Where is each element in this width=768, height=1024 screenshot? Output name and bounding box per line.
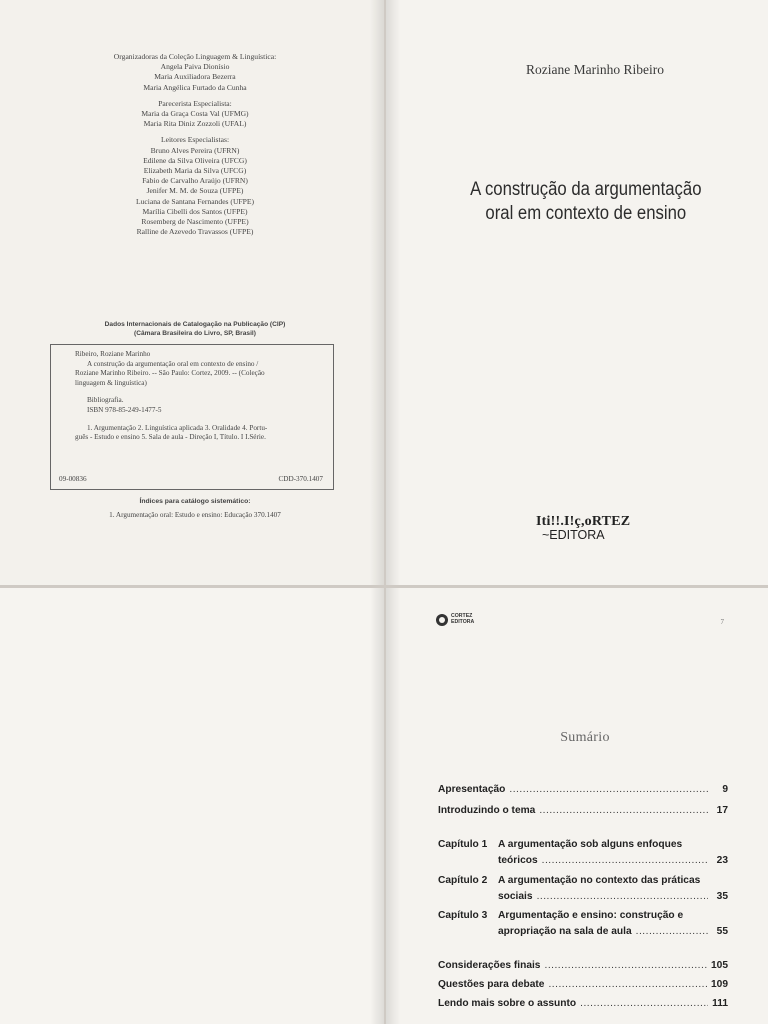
credits-page — [0, 0, 384, 585]
cortez-logo — [436, 614, 474, 626]
toc-entry-page: 55 — [716, 926, 728, 937]
toc-entry-label: Considerações finais — [438, 960, 541, 971]
toc-entry-page: 23 — [716, 855, 728, 866]
logo-text: CORTEZ — [451, 613, 473, 620]
toc-entry — [438, 979, 728, 995]
logo-text: EDITORA — [451, 619, 475, 625]
cip-cdd-code: CDD-370.1407 — [278, 475, 323, 484]
index-heading: Índices para catálogo sistemático: — [139, 498, 251, 505]
readers-heading: Leitores Especialistas: — [160, 135, 230, 145]
reviewers-heading: Parecerista Especialista: — [158, 98, 232, 108]
reader-name: Jenifer M. M. de Souza (UFPE) — [146, 186, 244, 196]
toc-chapter-number: Capítulo 3 — [438, 910, 488, 921]
reader-name: Ralline de Azevedo Travassos (UFPE) — [136, 227, 254, 237]
cip-subjects: 1. Argumentação 2. Linguística aplicada 3. Oralidade 4. Portu- — [87, 423, 268, 432]
index-line: 1. Argumentação oral: Estudo e ensino: Educação 370.1407 — [109, 511, 281, 519]
toc-entry-label: A argumentação no contexto das práticas — [498, 875, 701, 886]
toc-entry — [438, 910, 728, 942]
book-title — [409, 178, 745, 226]
cip-subjects: guês - Estudo e ensino 5. Sala de aula - Direção I, Título. I I.Série. — [75, 433, 266, 442]
toc-entry — [438, 805, 728, 821]
cip-heading-line: (Câmara Brasileira do Livro, SP, Brasil) — [134, 330, 256, 337]
book-author: Roziane Marinho Ribeiro — [526, 62, 664, 77]
toc-entry-label: Apresentação — [438, 784, 506, 795]
toc-entry-page: 111 — [712, 998, 728, 1009]
toc-entry — [438, 784, 728, 800]
reader-name: Bruno Alves Pereira (UFRN) — [150, 145, 240, 155]
organizer-name: Angela Paiva Dionísio — [160, 62, 230, 72]
title-page — [386, 0, 768, 585]
reviewer-name: Maria da Graça Costa Val (UFMG) — [141, 109, 249, 119]
reader-name: Edilene da Silva Oliveira (UFCG) — [143, 155, 247, 165]
organizer-name: Maria Auxiliadora Bezerra — [154, 72, 236, 82]
cip-desc: linguagem & linguística) — [75, 378, 147, 387]
toc-entry-label: Introduzindo o tema — [438, 805, 536, 816]
toc-entry — [438, 960, 728, 976]
reviewer-name: Maria Rita Diniz Zozzoli (UFAL) — [143, 119, 247, 129]
publisher-subtitle: ~EDITORA — [542, 528, 605, 542]
publisher-logo — [536, 514, 630, 542]
book-title-line: A construção da argumentação — [470, 179, 702, 200]
toc-chapter-number: Capítulo 2 — [438, 875, 488, 886]
cortez-logo-icon — [436, 614, 448, 626]
contents-heading: Sumário — [560, 730, 610, 745]
toc-entry-page: 9 — [722, 784, 728, 795]
toc-entry-label: teóricos — [498, 855, 538, 866]
cip-heading-line: Dados Internacionais de Catalogação na Publicação (CIP) — [104, 321, 286, 328]
organizer-name: Maria Angélica Furtado da Cunha — [143, 82, 247, 92]
page-number: 7 — [720, 618, 724, 626]
cip-desc: A construção da argumentação oral em contexto de ensino / — [87, 359, 259, 368]
cip-code-left: 09-00836 — [59, 475, 87, 484]
reader-name: Marília Cibelli dos Santos (UFPE) — [142, 206, 248, 216]
cip-bibliography: Bibliografia. — [87, 396, 124, 405]
cip-heading — [50, 320, 340, 338]
toc-entry-page: 109 — [711, 979, 728, 990]
cip-isbn: ISBN 978-85-249-1477-5 — [87, 405, 162, 414]
contents-page — [386, 588, 768, 1024]
toc-entry — [438, 875, 728, 907]
reader-name: Fabio de Carvalho Araújo (UFRN) — [142, 176, 248, 186]
publisher-name: Iti!!.I!ç,oRTEZ — [536, 514, 631, 529]
toc-entry-label: Questões para debate — [438, 979, 545, 990]
credits-block — [60, 52, 330, 243]
toc-entry — [438, 839, 728, 871]
toc-entry-label: sociais — [498, 891, 533, 902]
book-title-line: oral em contexto de ensino — [485, 203, 687, 224]
toc-entry-page: 17 — [716, 805, 728, 816]
toc-entry-page: 35 — [716, 891, 728, 902]
reader-name: Luciana de Santana Fernandes (UFPE) — [135, 196, 255, 206]
organizers-heading: Organizadoras da Coleção Linguagem & Linguística: — [113, 52, 277, 61]
blank-page — [0, 588, 384, 1024]
toc-entry — [438, 998, 728, 1014]
cip-desc: Roziane Marinho Ribeiro. -- São Paulo: Cortez, 2009. -- (Coleção — [75, 369, 265, 378]
toc-entry-label: apropriação na sala de aula — [498, 926, 632, 937]
toc-entry-label: Argumentação e ensino: construção e — [498, 910, 684, 921]
cip-author: Ribeiro, Roziane Marinho — [75, 350, 151, 358]
reader-name: Rosemberg de Nascimento (UFPE) — [141, 217, 249, 227]
reader-name: Elizabeth Maria da Silva (UFCG) — [143, 166, 247, 176]
cip-record-box — [50, 344, 334, 490]
toc-chapter-number: Capítulo 1 — [438, 839, 488, 850]
toc-entry-label: A argumentação sob alguns enfoques — [498, 839, 683, 850]
toc-entry-label: Lendo mais sobre o assunto — [438, 998, 577, 1009]
toc-entry-page: 105 — [711, 960, 728, 971]
